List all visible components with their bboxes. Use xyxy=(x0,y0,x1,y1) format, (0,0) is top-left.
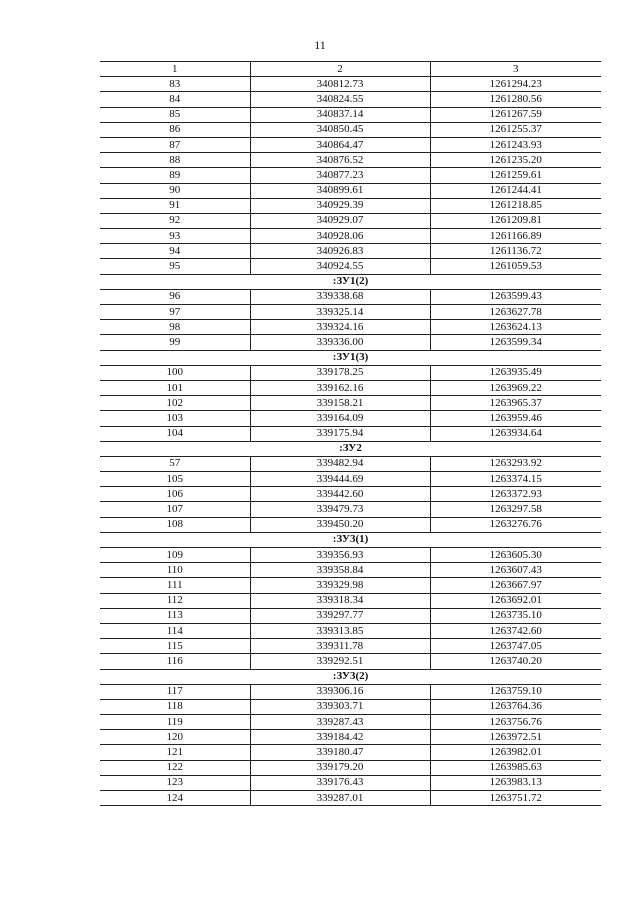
table-row xyxy=(100,548,601,563)
y-coordinate-cell: 1263627.78 xyxy=(430,305,601,320)
x-coordinate-cell: 339325.14 xyxy=(250,305,430,320)
point-number-cell: 113 xyxy=(100,608,250,623)
x-coordinate-cell: 339179.20 xyxy=(250,760,430,775)
x-coordinate-cell: 340812.73 xyxy=(250,77,430,92)
coordinates-table xyxy=(100,61,601,806)
table-row xyxy=(100,563,601,578)
point-number-cell: 118 xyxy=(100,699,250,714)
table-row xyxy=(100,305,601,320)
x-coordinate-cell: 340926.83 xyxy=(250,244,430,259)
table-row xyxy=(100,456,601,471)
point-number-cell: 109 xyxy=(100,548,250,563)
y-coordinate-cell: 1263751.72 xyxy=(430,791,601,806)
y-coordinate-cell: 1261243.93 xyxy=(430,137,601,152)
section-row xyxy=(100,441,601,456)
table-row xyxy=(100,213,601,228)
point-number-cell: 98 xyxy=(100,320,250,335)
point-number-cell: 102 xyxy=(100,396,250,411)
table-row xyxy=(100,107,601,122)
x-coordinate-cell: 339306.16 xyxy=(250,684,430,699)
x-coordinate-cell: 339287.01 xyxy=(250,791,430,806)
table-row xyxy=(100,745,601,760)
y-coordinate-cell: 1263297.58 xyxy=(430,502,601,517)
x-coordinate-cell: 339313.85 xyxy=(250,623,430,638)
y-coordinate-cell: 1261255.37 xyxy=(430,122,601,137)
point-number-cell: 117 xyxy=(100,684,250,699)
x-coordinate-cell: 339479.73 xyxy=(250,502,430,517)
point-number-cell: 100 xyxy=(100,365,250,380)
table-row xyxy=(100,259,601,274)
y-coordinate-cell: 1263969.22 xyxy=(430,380,601,395)
point-number-cell: 89 xyxy=(100,168,250,183)
table-row xyxy=(100,396,601,411)
section-row xyxy=(100,350,601,365)
point-number-cell: 92 xyxy=(100,213,250,228)
x-coordinate-cell: 339444.69 xyxy=(250,472,430,487)
point-number-cell: 94 xyxy=(100,244,250,259)
table-row xyxy=(100,320,601,335)
x-coordinate-cell: 340864.47 xyxy=(250,137,430,152)
point-number-cell: 124 xyxy=(100,791,250,806)
y-coordinate-cell: 1263624.13 xyxy=(430,320,601,335)
table-row xyxy=(100,92,601,107)
y-coordinate-cell: 1261294.23 xyxy=(430,77,601,92)
section-label: :ЗУ3(1) xyxy=(100,532,601,547)
point-number-cell: 93 xyxy=(100,229,250,244)
y-coordinate-cell: 1263607.43 xyxy=(430,563,601,578)
y-coordinate-cell: 1263972.51 xyxy=(430,730,601,745)
table-row xyxy=(100,684,601,699)
point-number-cell: 97 xyxy=(100,305,250,320)
x-coordinate-cell: 340929.39 xyxy=(250,198,430,213)
x-coordinate-cell: 339318.34 xyxy=(250,593,430,608)
point-number-cell: 110 xyxy=(100,563,250,578)
y-coordinate-cell: 1263667.97 xyxy=(430,578,601,593)
table-header-row xyxy=(100,62,601,77)
table-row xyxy=(100,760,601,775)
section-label: :ЗУ3(2) xyxy=(100,669,601,684)
section-label: :ЗУ1(2) xyxy=(100,274,601,289)
point-number-cell: 123 xyxy=(100,775,250,790)
table-row xyxy=(100,608,601,623)
y-coordinate-cell: 1263735.10 xyxy=(430,608,601,623)
y-coordinate-cell: 1263959.46 xyxy=(430,411,601,426)
table-row xyxy=(100,411,601,426)
section-row xyxy=(100,669,601,684)
x-coordinate-cell: 339162.16 xyxy=(250,380,430,395)
point-number-cell: 112 xyxy=(100,593,250,608)
x-coordinate-cell: 339158.21 xyxy=(250,396,430,411)
x-coordinate-cell: 340824.55 xyxy=(250,92,430,107)
table-row xyxy=(100,289,601,304)
x-coordinate-cell: 339311.78 xyxy=(250,639,430,654)
table-row xyxy=(100,654,601,669)
table-row xyxy=(100,775,601,790)
y-coordinate-cell: 1261059.53 xyxy=(430,259,601,274)
point-number-cell: 116 xyxy=(100,654,250,669)
table-row xyxy=(100,502,601,517)
y-coordinate-cell: 1261280.56 xyxy=(430,92,601,107)
table-row xyxy=(100,122,601,137)
x-coordinate-cell: 339175.94 xyxy=(250,426,430,441)
x-coordinate-cell: 339164.09 xyxy=(250,411,430,426)
y-coordinate-cell: 1261166.89 xyxy=(430,229,601,244)
y-coordinate-cell: 1263982.01 xyxy=(430,745,601,760)
y-coordinate-cell: 1263965.37 xyxy=(430,396,601,411)
table-row xyxy=(100,198,601,213)
table-row xyxy=(100,77,601,92)
section-row xyxy=(100,532,601,547)
y-coordinate-cell: 1261235.20 xyxy=(430,153,601,168)
point-number-cell: 103 xyxy=(100,411,250,426)
table-row xyxy=(100,229,601,244)
table-row xyxy=(100,426,601,441)
y-coordinate-cell: 1263599.43 xyxy=(430,289,601,304)
x-coordinate-cell: 340850.45 xyxy=(250,122,430,137)
section-row xyxy=(100,274,601,289)
y-coordinate-cell: 1263605.30 xyxy=(430,548,601,563)
column-header-x: 2 xyxy=(250,62,430,77)
x-coordinate-cell: 339180.47 xyxy=(250,745,430,760)
x-coordinate-cell: 340837.14 xyxy=(250,107,430,122)
y-coordinate-cell: 1263985.63 xyxy=(430,760,601,775)
table-row xyxy=(100,137,601,152)
x-coordinate-cell: 339178.25 xyxy=(250,365,430,380)
point-number-cell: 105 xyxy=(100,472,250,487)
x-coordinate-cell: 339292.51 xyxy=(250,654,430,669)
y-coordinate-cell: 1263372.93 xyxy=(430,487,601,502)
y-coordinate-cell: 1263756.76 xyxy=(430,715,601,730)
point-number-cell: 120 xyxy=(100,730,250,745)
point-number-cell: 85 xyxy=(100,107,250,122)
x-coordinate-cell: 339336.00 xyxy=(250,335,430,350)
table-row xyxy=(100,472,601,487)
x-coordinate-cell: 340928.06 xyxy=(250,229,430,244)
table-row xyxy=(100,699,601,714)
y-coordinate-cell: 1263742.60 xyxy=(430,623,601,638)
point-number-cell: 83 xyxy=(100,77,250,92)
x-coordinate-cell: 339303.71 xyxy=(250,699,430,714)
x-coordinate-cell: 339324.16 xyxy=(250,320,430,335)
point-number-cell: 106 xyxy=(100,487,250,502)
page-number: 11 xyxy=(314,38,326,52)
point-number-cell: 96 xyxy=(100,289,250,304)
y-coordinate-cell: 1263934.64 xyxy=(430,426,601,441)
point-number-cell: 108 xyxy=(100,517,250,532)
x-coordinate-cell: 339482.94 xyxy=(250,456,430,471)
y-coordinate-cell: 1261136.72 xyxy=(430,244,601,259)
x-coordinate-cell: 339184.42 xyxy=(250,730,430,745)
section-label: :ЗУ2 xyxy=(100,441,601,456)
table-row xyxy=(100,168,601,183)
x-coordinate-cell: 340899.61 xyxy=(250,183,430,198)
table-row xyxy=(100,730,601,745)
table-row xyxy=(100,183,601,198)
y-coordinate-cell: 1263759.10 xyxy=(430,684,601,699)
point-number-cell: 95 xyxy=(100,259,250,274)
y-coordinate-cell: 1263935.49 xyxy=(430,365,601,380)
point-number-cell: 104 xyxy=(100,426,250,441)
y-coordinate-cell: 1263374.15 xyxy=(430,472,601,487)
point-number-cell: 88 xyxy=(100,153,250,168)
y-coordinate-cell: 1261244.41 xyxy=(430,183,601,198)
table-row xyxy=(100,244,601,259)
point-number-cell: 57 xyxy=(100,456,250,471)
y-coordinate-cell: 1263276.76 xyxy=(430,517,601,532)
x-coordinate-cell: 339338.68 xyxy=(250,289,430,304)
y-coordinate-cell: 1263747.05 xyxy=(430,639,601,654)
x-coordinate-cell: 339450.20 xyxy=(250,517,430,532)
point-number-cell: 119 xyxy=(100,715,250,730)
y-coordinate-cell: 1263599.34 xyxy=(430,335,601,350)
table-row xyxy=(100,335,601,350)
column-header-point-number: 1 xyxy=(100,62,250,77)
x-coordinate-cell: 340929.07 xyxy=(250,213,430,228)
y-coordinate-cell: 1261267.59 xyxy=(430,107,601,122)
point-number-cell: 111 xyxy=(100,578,250,593)
table-row xyxy=(100,487,601,502)
point-number-cell: 101 xyxy=(100,380,250,395)
table-row xyxy=(100,715,601,730)
table-row xyxy=(100,639,601,654)
point-number-cell: 91 xyxy=(100,198,250,213)
y-coordinate-cell: 1263692.01 xyxy=(430,593,601,608)
section-label: :ЗУ1(3) xyxy=(100,350,601,365)
x-coordinate-cell: 339442.60 xyxy=(250,487,430,502)
point-number-cell: 107 xyxy=(100,502,250,517)
table-row xyxy=(100,623,601,638)
table-row xyxy=(100,365,601,380)
x-coordinate-cell: 339297.77 xyxy=(250,608,430,623)
y-coordinate-cell: 1261209.81 xyxy=(430,213,601,228)
point-number-cell: 84 xyxy=(100,92,250,107)
point-number-cell: 114 xyxy=(100,623,250,638)
x-coordinate-cell: 339329.98 xyxy=(250,578,430,593)
y-coordinate-cell: 1263983.13 xyxy=(430,775,601,790)
y-coordinate-cell: 1263764.36 xyxy=(430,699,601,714)
x-coordinate-cell: 340876.52 xyxy=(250,153,430,168)
table-row xyxy=(100,578,601,593)
point-number-cell: 86 xyxy=(100,122,250,137)
x-coordinate-cell: 340877.23 xyxy=(250,168,430,183)
coordinates-table-body xyxy=(100,62,601,806)
x-coordinate-cell: 339176.43 xyxy=(250,775,430,790)
table-row xyxy=(100,517,601,532)
x-coordinate-cell: 339358.84 xyxy=(250,563,430,578)
table-row xyxy=(100,153,601,168)
point-number-cell: 121 xyxy=(100,745,250,760)
x-coordinate-cell: 339356.93 xyxy=(250,548,430,563)
point-number-cell: 122 xyxy=(100,760,250,775)
y-coordinate-cell: 1261259.61 xyxy=(430,168,601,183)
x-coordinate-cell: 339287.43 xyxy=(250,715,430,730)
point-number-cell: 87 xyxy=(100,137,250,152)
y-coordinate-cell: 1263293.92 xyxy=(430,456,601,471)
y-coordinate-cell: 1263740.20 xyxy=(430,654,601,669)
column-header-y: 3 xyxy=(430,62,601,77)
point-number-cell: 90 xyxy=(100,183,250,198)
table-row xyxy=(100,593,601,608)
table-row xyxy=(100,791,601,806)
point-number-cell: 99 xyxy=(100,335,250,350)
y-coordinate-cell: 1261218.85 xyxy=(430,198,601,213)
point-number-cell: 115 xyxy=(100,639,250,654)
table-row xyxy=(100,380,601,395)
x-coordinate-cell: 340924.55 xyxy=(250,259,430,274)
